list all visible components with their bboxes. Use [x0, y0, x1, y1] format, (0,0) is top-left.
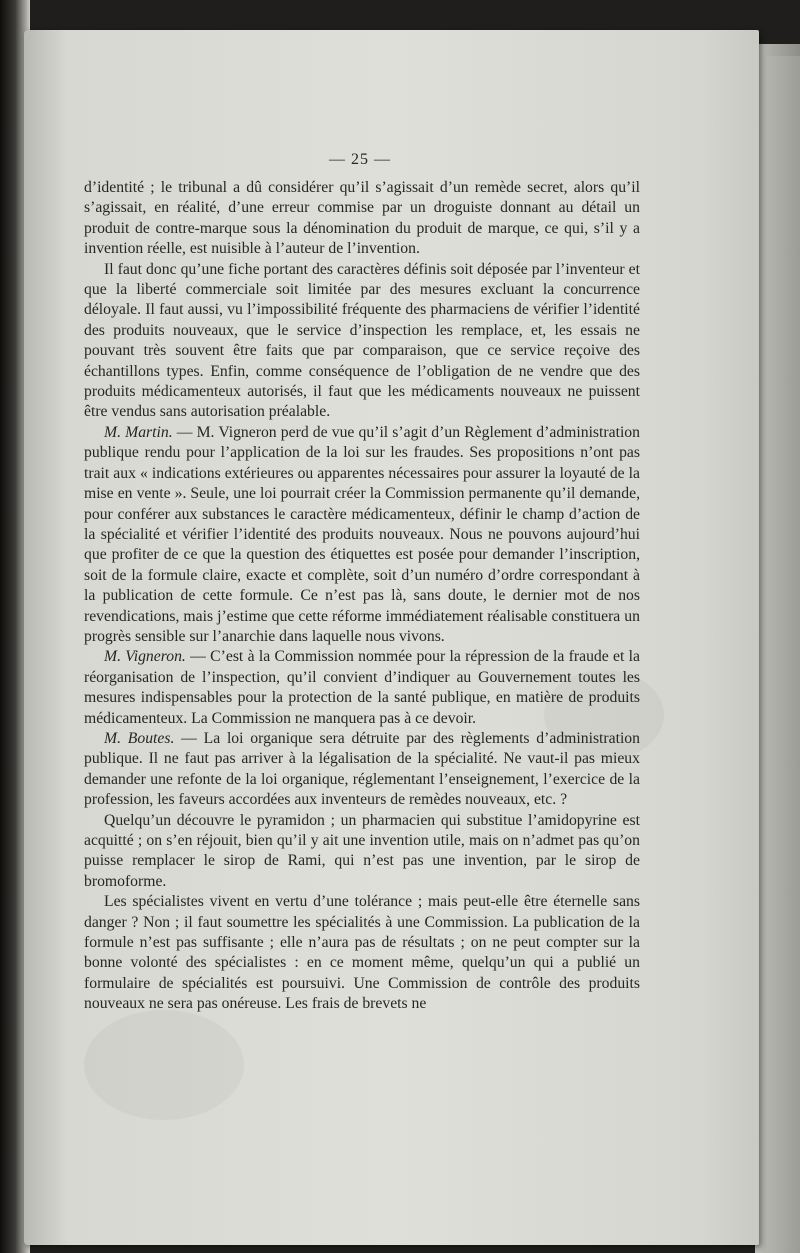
body-text: [84, 178, 640, 1015]
speaker-name: M. Boutes.: [104, 729, 175, 747]
speaker-name: M. Martin.: [104, 423, 173, 441]
page-number: — 25 —: [329, 151, 391, 168]
paper-stain: [84, 1010, 244, 1120]
paragraph-text: — La loi organique sera détruite par des règlements d’administration publique. Il ne faut pas arriver à la légalisation de la spécialité. Ne vaut-il pas mieux demander une refonte de la loi organique, réglementant l’enseignement, l’exercice de la profession, les faveurs accordées aux inventeurs de remèdes nouveaux, etc. ?: [84, 729, 640, 809]
paragraph: [84, 892, 640, 1014]
paragraph-text: — M. Vigneron perd de vue qu’il s’agit d’un Règlement d’administration publique rendu pour l’application de la loi sur les fraudes. Ses propositions n’ont pas trait aux « indications extérieures ou apparentes nécessaires pour assurer la loyauté de la mise en vente ». Seule, une loi pourrait créer la Commission permanente qu’il demande, pour conférer aux substances le caractère médicamenteux, définir le champ d’action de la spécialité et vérifier l’identité des produits nouveaux. Nous ne pouvons aujourd’hui que profiter de ce que la question des étiquettes est posée pour demander l’inscription, soit de la formule claire, exacte et complète, soit d’un numéro d’ordre correspondant à la publication de cette formule. Ce n’est pas là, sans doute, le dernier mot de nos revendications, mais j’estime que cette réforme immédiatement réalisable constituera un progrès sensible sur l’anarchie dans laquelle nous vivons.: [84, 423, 640, 645]
paragraph: [84, 811, 640, 893]
paragraph-text: d’identité ; le tribunal a dû considérer qu’il s’agissait d’un remède secret, alors qu’il s’agissait, en réalité, d’une erreur commise par un droguiste donnant au détail un produit de contre-marque sous la dénomination du produit de marque, ce qui, s’il y a invention réelle, est nuisible à l’auteur de l’invention.: [84, 179, 640, 258]
paragraph-text: Il faut donc qu’une fiche portant des caractères définis soit déposée par l’inventeur et que la liberté commerciale soit limitée par des mesures excluant la concurrence déloyale. Il faut aussi, vu l’impossibilité fréquente des pharmaciens de vérifier l’identité des produits nouveaux, que le service d’inspection les remplace, et, les essais ne pouvant très souvent être faits que par comparaison, que ce service reçoive des échantillons types. Enfin, comme conséquence de l’obligation de ne vendre que des produits médicamenteux autorisés, il faut que les médicaments nouveaux ne puissent être vendus sans autorisation préalable.: [84, 260, 640, 421]
paragraph: [84, 260, 640, 423]
page-edge-stack: [766, 56, 800, 1253]
paragraph: [84, 729, 640, 811]
paragraph-text: Les spécialistes vivent en vertu d’une tolérance ; mais peut-elle être éternelle sans danger ? Non ; il faut soumettre les spécialités à une Commission. La publication de la formule n’est pas suffisante ; elle n’aura pas de résultats ; on ne peut compter sur la bonne volonté des spécialistes : en ce moment même, quelqu’un qui a publié un formulaire de spécialités est poursuivi. Une Commission de contrôle des produits nouveaux ne sera pas onéreuse. Les frais de brevets ne: [84, 893, 640, 1013]
paragraph: [84, 647, 640, 729]
speaker-name: M. Vigneron.: [104, 648, 186, 666]
paragraph: [84, 178, 640, 260]
paragraph: [84, 423, 640, 647]
paragraph-text: — C’est à la Commission nommée pour la répression de la fraude et la réorganisation de l’inspection, qu’il convient d’indiquer au Gouvernement toutes les mesures indispensables pour la protection de la santé publique, en matière de produits médicamenteux. La Commission ne manquera pas à ce devoir.: [84, 648, 640, 727]
paragraph-text: Quelqu’un découvre le pyramidon ; un pharmacien qui substitue l’amidopyrine est acquitté ; on s’en réjouit, bien qu’il y ait une invention utile, mais on n’admet pas qu’on puisse remplacer le sirop de Rami, qui n’est pas une invention, par le sirop de bromoforme.: [84, 811, 640, 890]
